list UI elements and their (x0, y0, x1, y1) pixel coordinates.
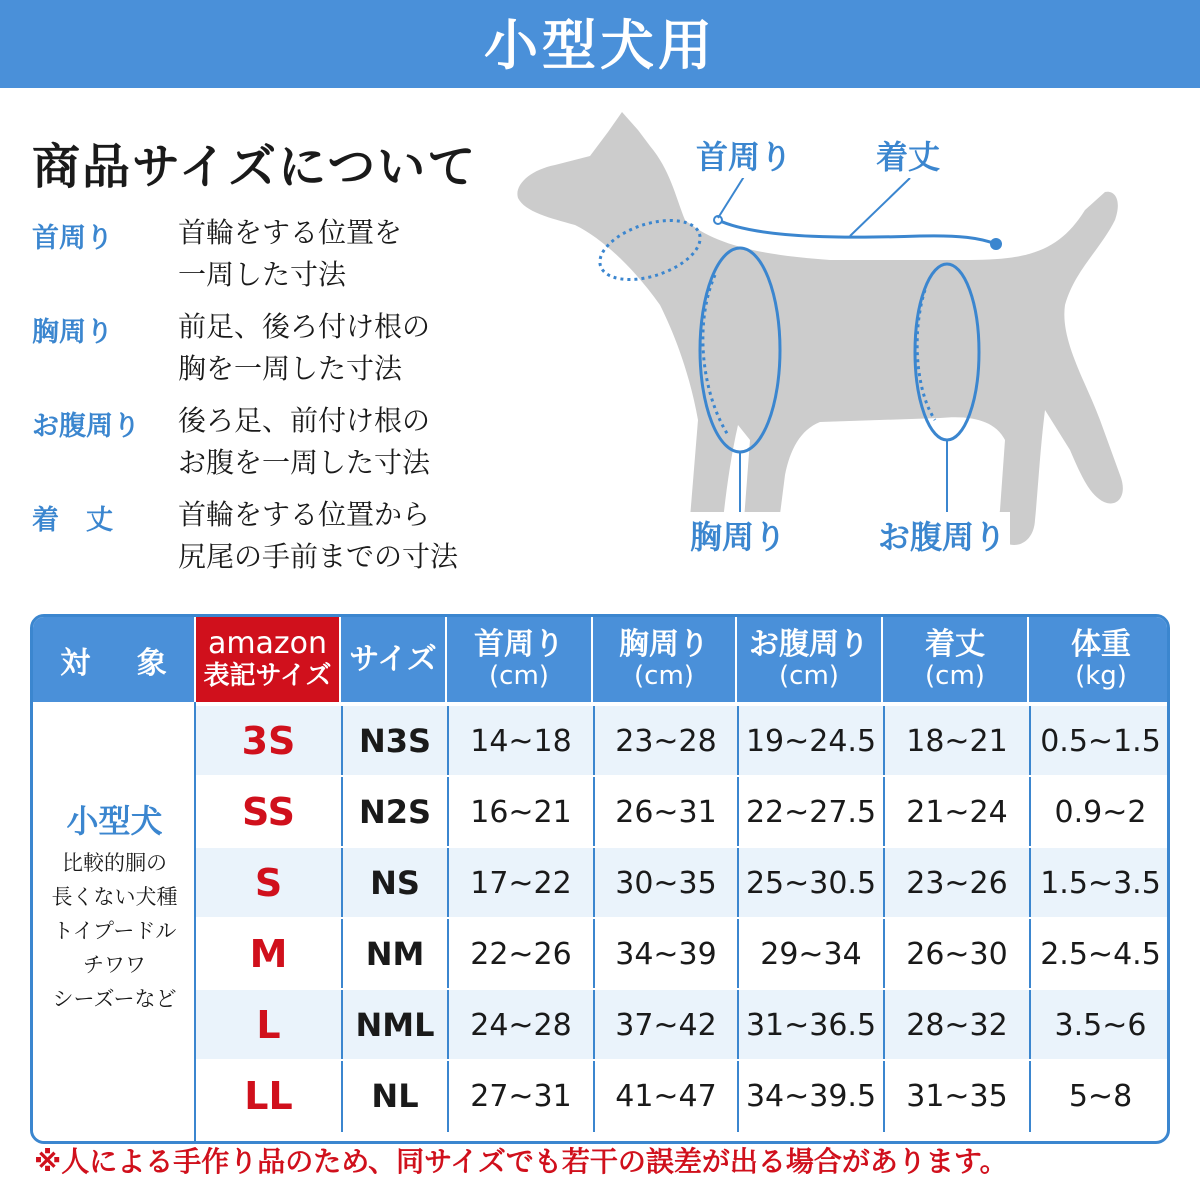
header-neck-label: 首周り (474, 626, 564, 662)
length-cell: 28~32 (883, 990, 1029, 1061)
header-neck-unit: (cm) (489, 660, 549, 691)
table-row (196, 988, 1170, 1059)
definition-desc (178, 212, 518, 296)
neck-cell: 27~31 (447, 1061, 593, 1132)
length-leader-line (850, 178, 910, 236)
target-note-line: シーズーなど (52, 987, 177, 1011)
length-cell: 23~26 (883, 848, 1029, 919)
amazon-size-cell: L (256, 1003, 281, 1047)
belly-cell: 29~34 (737, 919, 883, 990)
neck-cell: 22~26 (447, 919, 593, 990)
belly-cell: 19~24.5 (737, 706, 883, 777)
header-belly-label: お腹周り (749, 626, 869, 662)
chest-cell: 41~47 (593, 1061, 737, 1132)
table-row (196, 917, 1170, 988)
target-note-line: 長くない犬種 (51, 885, 178, 909)
dog-diagram (500, 100, 1200, 600)
belly-cell: 25~30.5 (737, 848, 883, 919)
header-size-label: サイズ (349, 641, 437, 677)
length-measure-line (718, 220, 996, 244)
definition-line: 首輪をする位置を (178, 216, 403, 249)
definition-line: 後ろ足、前付け根の (178, 404, 431, 437)
size-cell: N2S (341, 777, 447, 848)
weight-cell: 0.5~1.5 (1029, 706, 1170, 777)
definition-line: 胸を一周した寸法 (178, 352, 403, 385)
definition-term: 胸周り (32, 317, 113, 348)
definition-line: お腹を一周した寸法 (178, 446, 431, 479)
amazon-size-cell: M (249, 932, 288, 976)
header-target: 対 象 (33, 617, 196, 702)
header-length (883, 617, 1029, 702)
size-table (30, 614, 1170, 1144)
weight-cell: 2.5~4.5 (1029, 919, 1170, 990)
belly-label: お腹周り (874, 512, 1010, 558)
weight-cell: 5~8 (1029, 1061, 1170, 1132)
amazon-size-cell: S (254, 861, 283, 905)
length-cell: 21~24 (883, 777, 1029, 848)
header-weight (1029, 617, 1170, 702)
header-belly (737, 617, 883, 702)
definition-line: 首輪をする位置から (178, 498, 431, 531)
header-amazon-line2: 表記サイズ (203, 660, 332, 691)
header-length-label: 着丈 (925, 626, 985, 662)
header-amazon-line1: amazon (207, 625, 328, 661)
chest-cell: 34~39 (593, 919, 737, 990)
definition-item (32, 212, 512, 306)
length-cell: 18~21 (883, 706, 1029, 777)
length-cell: 26~30 (883, 919, 1029, 990)
target-note-line: 比較的胴の (62, 851, 167, 875)
definition-line: 一周した寸法 (178, 258, 347, 291)
size-cell: NM (341, 919, 447, 990)
length-label: 着丈 (872, 132, 944, 178)
size-cell: N3S (341, 706, 447, 777)
belly-cell: 31~36.5 (737, 990, 883, 1061)
target-name: 小型犬 (66, 802, 163, 840)
target-cell (33, 702, 196, 1144)
chest-cell: 37~42 (593, 990, 737, 1061)
table-row (196, 1059, 1170, 1144)
title-banner (0, 0, 1200, 92)
table-row (196, 704, 1170, 775)
weight-cell: 1.5~3.5 (1029, 848, 1170, 919)
header-chest-unit: (cm) (634, 660, 694, 691)
table-row (196, 775, 1170, 846)
definition-term: お腹周り (32, 411, 140, 442)
definition-term: 着 丈 (32, 505, 113, 536)
neck-cell: 17~22 (447, 848, 593, 919)
dog-body (517, 112, 1122, 552)
dog-silhouette-icon (500, 100, 1200, 600)
amazon-size-cell: LL (244, 1074, 293, 1118)
weight-cell: 0.9~2 (1029, 777, 1170, 848)
definition-line: 尻尾の手前までの寸法 (178, 540, 459, 573)
belly-cell: 34~39.5 (737, 1061, 883, 1132)
section-heading: 商品サイズについて (32, 139, 478, 195)
definition-term: 首周り (32, 223, 113, 254)
definition-desc (178, 494, 518, 578)
amazon-size-cell: SS (241, 790, 296, 834)
target-note-line: チワワ (83, 953, 146, 977)
definition-item (32, 494, 512, 588)
definition-desc (178, 306, 518, 390)
length-cell: 31~35 (883, 1061, 1029, 1132)
definition-list (32, 212, 512, 588)
chest-cell: 23~28 (593, 706, 737, 777)
belly-cell: 22~27.5 (737, 777, 883, 848)
header-length-unit: (cm) (925, 660, 985, 691)
footnote: ※人による手作り品のため、同サイズでも若干の誤差が出る場合があります。 (34, 1145, 1008, 1178)
header-chest (593, 617, 737, 702)
amazon-size-cell: 3S (241, 719, 296, 763)
header-weight-unit: (kg) (1075, 660, 1127, 691)
neck-label: 首周り (692, 132, 796, 178)
target-note-line: トイプードル (52, 919, 177, 943)
chest-cell: 26~31 (593, 777, 737, 848)
weight-cell: 3.5~6 (1029, 990, 1170, 1061)
length-end-dot (990, 238, 1002, 250)
banner-title: 小型犬用 (484, 14, 716, 77)
definition-desc (178, 400, 518, 484)
chest-cell: 30~35 (593, 848, 737, 919)
header-weight-label: 体重 (1071, 626, 1131, 662)
size-cell: NL (341, 1061, 447, 1132)
header-neck (447, 617, 593, 702)
size-cell: NS (341, 848, 447, 919)
header-size (341, 617, 447, 702)
size-cell: NML (341, 990, 447, 1061)
definition-item (32, 306, 512, 400)
definition-line: 前足、後ろ付け根の (178, 310, 431, 343)
chest-label: 胸周り (686, 512, 790, 558)
header-chest-label: 胸周り (619, 626, 709, 662)
header-belly-unit: (cm) (779, 660, 839, 691)
neck-cell: 24~28 (447, 990, 593, 1061)
table-row (196, 846, 1170, 917)
definition-item (32, 400, 512, 494)
neck-cell: 14~18 (447, 706, 593, 777)
header-amazon-size (196, 617, 341, 702)
neck-leader-line (718, 175, 745, 218)
target-note (33, 846, 196, 1016)
neck-cell: 16~21 (447, 777, 593, 848)
